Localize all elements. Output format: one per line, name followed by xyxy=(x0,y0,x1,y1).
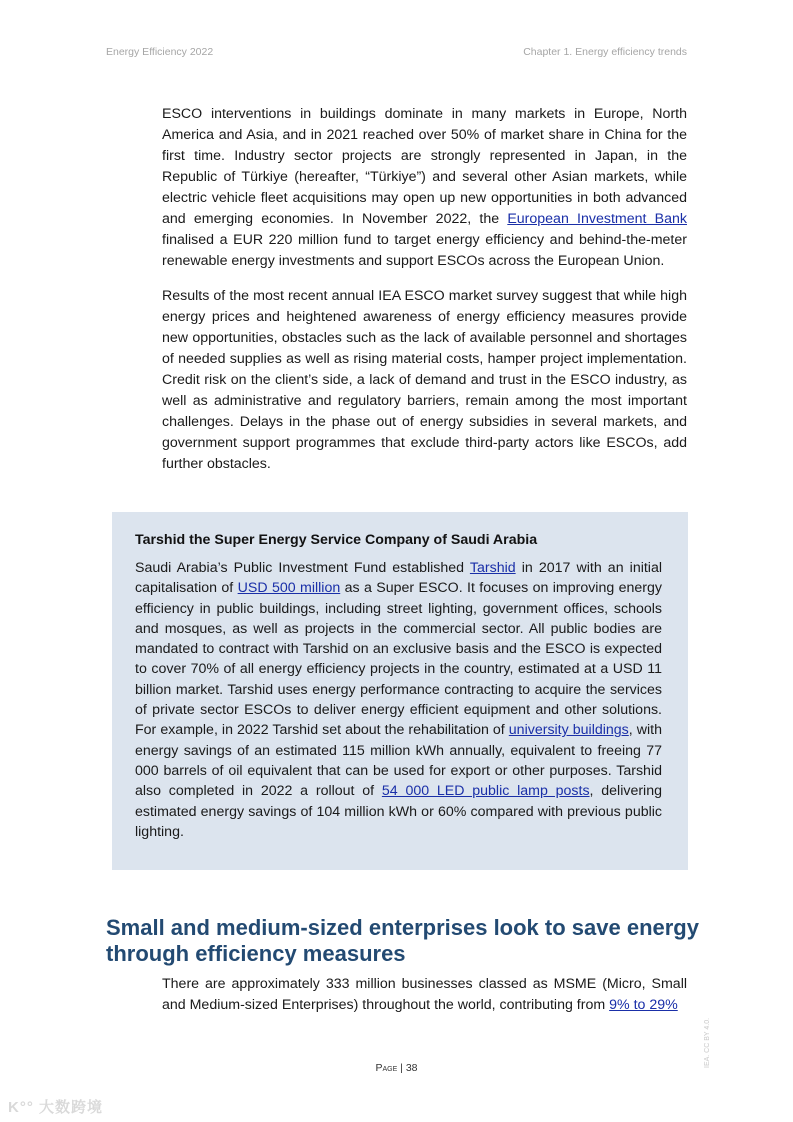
box-text: , with energy savings of an estimated 115 million kWh annually, equivalent to freeing 77 000 barrels of oil equivalent that can be used for export or other purposes. Tarshid also completed in 2022 a rollout of xyxy=(135,722,662,800)
page-footer xyxy=(0,1062,793,1074)
page-number: 38 xyxy=(405,1062,418,1074)
watermark-logo: K°° 大数跨境 xyxy=(8,1099,103,1116)
paragraph-text: finalised a EUR 220 million fund to target energy efficiency and behind-the-meter renewable energy investments and support ESCOs across the European Union. xyxy=(162,232,687,269)
link-university-buildings[interactable]: university buildings xyxy=(508,722,629,739)
box-text: in 2017 with an initial capitalisation of xyxy=(135,560,663,597)
link-led-lamp-posts[interactable]: 54 000 LED public lamp posts xyxy=(381,783,590,800)
page-label: Page xyxy=(375,1062,398,1074)
running-header-title: Energy Efficiency 2022 xyxy=(106,46,214,58)
box-text: , delivering estimated energy savings of 104 million kWh or 60% compared with previous public lighting. xyxy=(135,783,662,840)
link-9-to-29-percent[interactable]: 9% to 29% xyxy=(609,997,678,1013)
page-separator: | xyxy=(397,1062,406,1074)
license-notice: IEA. CC BY 4.0. xyxy=(704,1017,711,1068)
box-text: as a Super ESCO. It focuses on improving energy efficiency in public buildings, including street lighting, government offices, schools and mosques, as well as projects in the commercial sector. All public bodies are mandated to contract with Tarshid on an exclusive basis and the ESCO is expected to cover 70% of all energy efficiency projects in the country, estimated at a USD 11 billion market. Tarshid uses energy performance contracting to acquire the services of private sector ESCOs to deliver energy efficient equipment and other solutions. For example, in 2022 Tarshid set about the rehabilitation of xyxy=(135,580,662,739)
paragraph-esco-survey: Results of the most recent annual IEA ESCO market survey suggest that while high energy prices and heightened awareness of energy efficiency measures provide new opportunities, obstacles such as the lack of available personnel and shortages of needed supplies as well as rising material costs, hamper project implementation. Credit risk on the client’s side, a lack of demand and trust in the ESCO industry, as well as administrative and regulatory barriers, remain among the most important challenges. Delays in the phase out of energy subsidies in several markets, and government support programmes that exclude third-party actors like ESCOs, add further obstacles. xyxy=(162,288,687,472)
link-tarshid[interactable]: Tarshid xyxy=(469,560,516,576)
paragraph-esco-interventions xyxy=(162,104,687,272)
link-usd-500-million[interactable]: USD 500 million xyxy=(237,580,341,597)
paragraph-text: ESCO interventions in buildings dominate in many markets in Europe, North America and Asia, and in 2021 reached over 50% of market share in China for the first time. Industry sector projects are strongly represented in Japan, in the Republic of Türkiye (hereafter, “Türkiye”) and several other Asian markets, while electric vehicle fleet acquisitions may open up new opportunities in both advanced and emerging economies. In November 2022, the xyxy=(162,106,687,227)
paragraph-text: There are approximately 333 million businesses classed as MSME (Micro, Small and Medium-sized Enterprises) throughout the world, contributing from xyxy=(162,976,687,1013)
box-text: Saudi Arabia’s Public Investment Fund established xyxy=(135,560,470,576)
running-header-chapter: Chapter 1. Energy efficiency trends xyxy=(523,46,687,58)
section-heading: Small and medium-sized enterprises look to save energy through efficiency measures xyxy=(106,915,699,966)
paragraph-msme xyxy=(162,974,687,1016)
case-study-box xyxy=(112,512,688,870)
box-title: Tarshid the Super Energy Service Company of Saudi Arabia xyxy=(135,532,538,548)
link-european-investment-bank[interactable]: European Investment Bank xyxy=(507,211,687,227)
box-body xyxy=(135,558,662,842)
